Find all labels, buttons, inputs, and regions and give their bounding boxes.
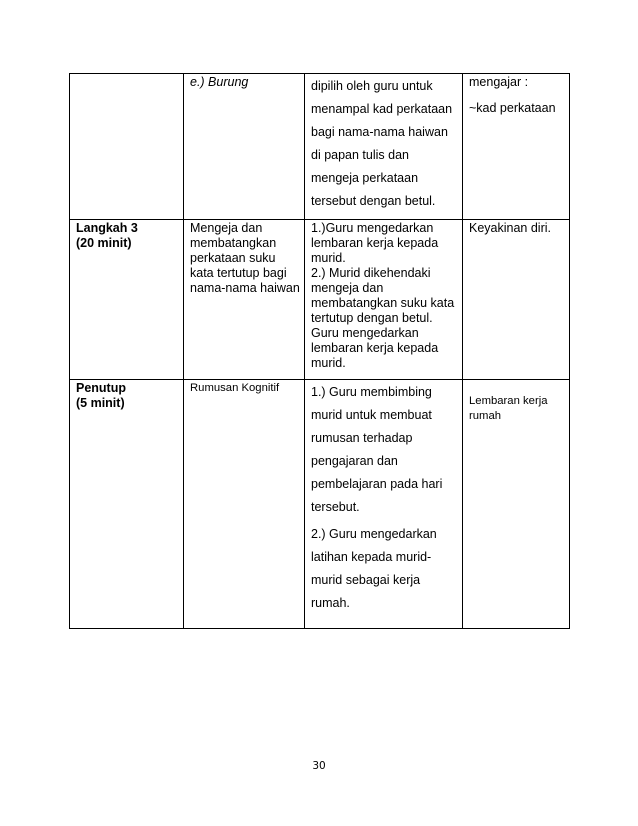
- activity-line: di papan tulis dan: [311, 148, 409, 162]
- content-line: membatangkan: [190, 236, 277, 250]
- content-cell: [184, 74, 305, 220]
- stage-cell: [70, 74, 184, 220]
- activities-cell: [305, 220, 463, 380]
- activity-line: rumah.: [311, 596, 350, 610]
- activity-line: membatangkan suku kata: [311, 296, 455, 310]
- activity-line: Guru mengedarkan: [311, 326, 419, 340]
- content-cell: [184, 220, 305, 380]
- notes-cell: [463, 74, 570, 220]
- content-line: Rumusan Kognitif: [190, 382, 280, 394]
- activity-line: 2.) Guru mengedarkan: [311, 527, 437, 541]
- activities-cell: [305, 74, 463, 220]
- activity-line: pembelajaran pada hari: [311, 477, 443, 491]
- content-line: nama-nama haiwan: [190, 281, 300, 295]
- note-line: mengajar :: [469, 75, 529, 89]
- activity-line: lembaran kerja kepada: [311, 341, 439, 355]
- table-row: [70, 220, 570, 380]
- content-line: perkataan suku: [190, 251, 276, 265]
- activity-line: murid untuk membuat: [311, 408, 432, 422]
- activity-line: bagi nama-nama haiwan: [311, 125, 448, 139]
- table-row: [70, 380, 570, 629]
- activity-line: latihan kepada murid-: [311, 550, 432, 564]
- notes-cell: [463, 380, 570, 629]
- activity-line: dipilih oleh guru untuk: [311, 79, 433, 93]
- stage-duration: (20 minit): [76, 236, 132, 250]
- page-number: 30: [312, 760, 326, 772]
- activity-line: pengajaran dan: [311, 454, 398, 468]
- stage-title: Langkah 3: [76, 221, 138, 235]
- stage-cell: [70, 380, 184, 629]
- activity-line: murid.: [311, 356, 346, 370]
- note-line: Keyakinan diri.: [469, 221, 551, 235]
- activity-line: tersebut dengan betul.: [311, 194, 436, 208]
- content-line: kata tertutup bagi: [190, 266, 287, 280]
- activity-line: murid sebagai kerja: [311, 573, 421, 587]
- activity-line: tertutup dengan betul.: [311, 311, 433, 325]
- activity-line: murid.: [311, 251, 346, 265]
- note-line: Lembaran kerja: [469, 395, 548, 407]
- activity-line: menampal kad perkataan: [311, 102, 453, 116]
- content-cell: [184, 380, 305, 629]
- activities-cell: [305, 380, 463, 629]
- notes-cell: [463, 220, 570, 380]
- activity-line: mengeja dan: [311, 281, 384, 295]
- activity-line: mengeja perkataan: [311, 171, 419, 185]
- content-line: Mengeja dan: [190, 221, 263, 235]
- activity-line: 2.) Murid dikehendaki: [311, 266, 431, 280]
- stage-duration: (5 minit): [76, 396, 125, 410]
- activity-line: tersebut.: [311, 500, 360, 514]
- note-line: rumah: [469, 410, 502, 422]
- content-line: e.) Burung: [190, 75, 249, 89]
- activity-line: 1.) Guru membimbing: [311, 385, 432, 399]
- stage-cell: [70, 220, 184, 380]
- activity-line: 1.)Guru mengedarkan: [311, 221, 434, 235]
- stage-title: Penutup: [76, 381, 126, 395]
- activity-line: rumusan terhadap: [311, 431, 413, 445]
- lesson-plan-table: [69, 73, 570, 629]
- note-line: ~kad perkataan: [469, 101, 556, 115]
- activity-line: lembaran kerja kepada: [311, 236, 439, 250]
- table-row: [70, 74, 570, 220]
